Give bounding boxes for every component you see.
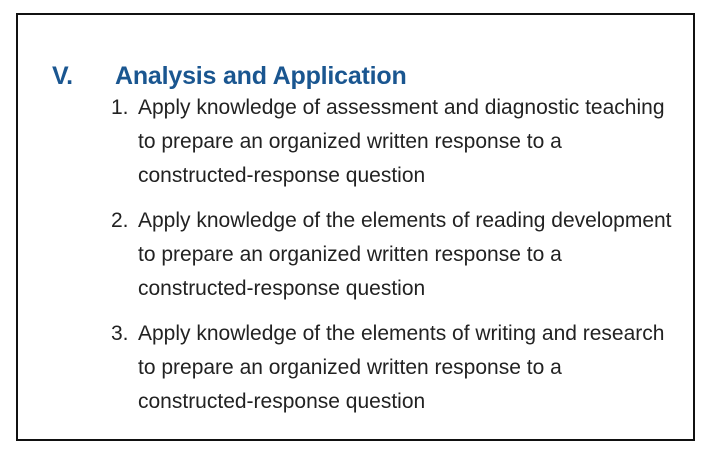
objective-item-3 bbox=[111, 317, 681, 419]
section-title: Analysis and Application bbox=[115, 61, 407, 90]
item-number: 3. bbox=[111, 322, 129, 345]
item-number: 1. bbox=[111, 96, 129, 119]
section-numeral: V. bbox=[52, 61, 73, 90]
objective-list bbox=[111, 91, 681, 430]
objective-item-1 bbox=[111, 91, 681, 193]
item-text: Apply knowledge of the elements of reading development to prepare an organized written response to a constructed-response question bbox=[138, 209, 672, 300]
section-heading bbox=[52, 62, 407, 91]
item-text: Apply knowledge of the elements of writing and research to prepare an organized written response to a constructed-response question bbox=[138, 322, 665, 413]
content-frame bbox=[16, 13, 695, 441]
objective-item-2 bbox=[111, 204, 681, 306]
item-text: Apply knowledge of assessment and diagnostic teaching to prepare an organized written response to a constructed-response question bbox=[138, 96, 665, 187]
item-number: 2. bbox=[111, 209, 129, 232]
